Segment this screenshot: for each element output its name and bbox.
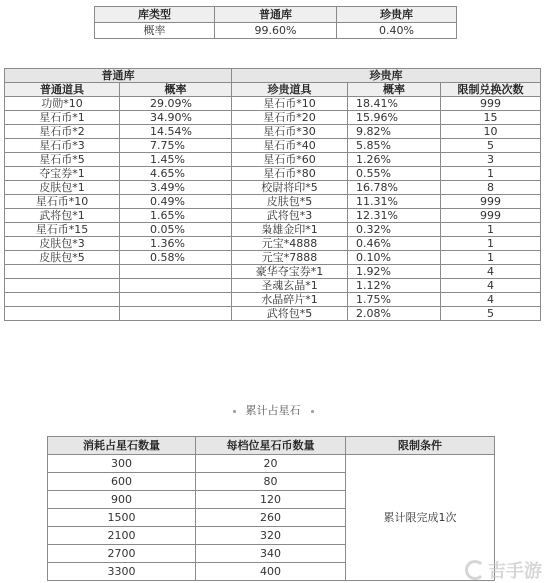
accumulate-cell: 1500 [48,509,196,527]
accumulate-cell: 2100 [48,527,196,545]
summary-header-cell: 普通库 [215,7,337,23]
pool-cell: 星石币*30 [232,125,348,139]
pool-header-row [5,83,541,97]
accumulate-header-row [48,437,495,455]
section-title [0,402,546,418]
summary-header-cell: 库类型 [95,7,215,23]
pool-header-cell: 普通道具 [5,83,120,97]
pool-cell: 1.45% [120,153,232,167]
summary-header-row [95,7,457,23]
pool-row [5,265,541,279]
pool-cell: 1.12% [348,279,441,293]
pool-row [5,195,541,209]
pool-header-cell: 珍贵道具 [232,83,348,97]
accumulate-table [47,436,495,581]
pool-header-cell: 概率 [348,83,441,97]
pool-cell: 4 [441,279,541,293]
pool-cell: 0.05% [120,223,232,237]
rare-pool-title: 珍贵库 [232,69,541,83]
pool-cell: 校尉将印*5 [232,181,348,195]
pool-cell: 星石币*60 [232,153,348,167]
bullet-dot-icon [311,410,314,413]
pool-cell: 0.10% [348,251,441,265]
pool-cell: 999 [441,195,541,209]
pool-cell: 4.65% [120,167,232,181]
pool-cell: 34.90% [120,111,232,125]
pool-cell: 星石币*40 [232,139,348,153]
pool-cell: 8 [441,181,541,195]
pool-row [5,237,541,251]
pool-cell: 16.78% [348,181,441,195]
pool-cell: 皮肤包*5 [232,195,348,209]
pool-cell: 武将包*3 [232,209,348,223]
pool-cell: 3 [441,153,541,167]
pool-row [5,167,541,181]
limit-condition-cell: 累计限完成1次 [346,455,495,581]
pool-cell: 星石币*80 [232,167,348,181]
pool-cell: 5 [441,307,541,321]
pool-row [5,307,541,321]
accumulate-cell: 340 [196,545,346,563]
accumulate-cell: 600 [48,473,196,491]
pool-cell: 11.31% [348,195,441,209]
pool-row [5,209,541,223]
accumulate-cell: 300 [48,455,196,473]
pool-group-header-row [5,69,541,83]
pool-cell: 武将包*5 [232,307,348,321]
pool-cell: 18.41% [348,97,441,111]
pool-cell: 圣魂玄晶*1 [232,279,348,293]
accumulate-cell: 260 [196,509,346,527]
pool-cell: 星石币*3 [5,139,120,153]
pool-cell: 武将包*1 [5,209,120,223]
pool-cell: 15 [441,111,541,125]
pool-cell: 2.08% [348,307,441,321]
pool-cell: 1.65% [120,209,232,223]
pool-cell: 功勋*10 [5,97,120,111]
pool-cell: 豪华夺宝券*1 [232,265,348,279]
accumulate-header-cell: 限制条件 [346,437,495,455]
pool-row [5,279,541,293]
pool-cell: 1.75% [348,293,441,307]
pool-cell [5,293,120,307]
pool-cell: 3.49% [120,181,232,195]
pool-cell: 皮肤包*5 [5,251,120,265]
bullet-dot-icon [233,410,236,413]
summary-cell: 0.40% [337,23,457,39]
pool-cell: 7.75% [120,139,232,153]
accumulate-header-cell: 每档位星石币数量 [196,437,346,455]
pool-cell: 1 [441,237,541,251]
pool-cell: 1 [441,167,541,181]
summary-cell: 概率 [95,23,215,39]
pool-cell [5,279,120,293]
pool-cell: 9.82% [348,125,441,139]
summary-row [95,23,457,39]
pool-cell: 星石币*1 [5,111,120,125]
section-title-text: 累计占星石 [245,404,301,417]
pool-cell: 0.55% [348,167,441,181]
pool-cell: 5 [441,139,541,153]
pool-row [5,153,541,167]
pool-table [4,68,541,321]
pool-header-cell: 限制兑换次数 [441,83,541,97]
accumulate-cell: 2700 [48,545,196,563]
pool-cell: 999 [441,97,541,111]
accumulate-table-body [48,455,495,581]
pool-cell: 水晶碎片*1 [232,293,348,307]
pool-row [5,181,541,195]
pool-cell: 星石币*10 [232,97,348,111]
pool-cell: 4 [441,293,541,307]
pool-cell: 12.31% [348,209,441,223]
pool-cell: 15.96% [348,111,441,125]
pool-table-body [5,97,541,321]
accumulate-cell: 20 [196,455,346,473]
accumulate-row [48,455,495,473]
pool-cell: 星石币*5 [5,153,120,167]
pool-cell: 皮肤包*3 [5,237,120,251]
accumulate-cell: 320 [196,527,346,545]
summary-header-cell: 珍贵库 [337,7,457,23]
accumulate-cell: 80 [196,473,346,491]
pool-cell: 1.36% [120,237,232,251]
pool-cell: 1 [441,223,541,237]
pool-cell: 1.92% [348,265,441,279]
pool-row [5,251,541,265]
pool-cell: 0.58% [120,251,232,265]
accumulate-cell: 120 [196,491,346,509]
pool-cell: 5.85% [348,139,441,153]
pool-row [5,293,541,307]
pool-cell: 0.46% [348,237,441,251]
pool-row [5,223,541,237]
accumulate-cell: 3300 [48,563,196,581]
summary-cell: 99.60% [215,23,337,39]
pool-cell: 夺宝券*1 [5,167,120,181]
pool-cell: 星石币*15 [5,223,120,237]
pool-cell [5,307,120,321]
pool-cell: 元宝*4888 [232,237,348,251]
pool-cell [120,293,232,307]
pool-cell [120,307,232,321]
pool-row [5,111,541,125]
pool-cell: 星石币*10 [5,195,120,209]
pool-cell [5,265,120,279]
pool-cell: 1 [441,251,541,265]
pool-row [5,139,541,153]
watermark-text: 吉手游 [488,561,542,582]
pool-cell: 10 [441,125,541,139]
pool-cell: 0.32% [348,223,441,237]
pool-cell: 元宝*7888 [232,251,348,265]
accumulate-header-cell: 消耗占星石数量 [48,437,196,455]
pool-cell [120,279,232,293]
pool-cell [120,265,232,279]
pool-cell: 枭雄金印*1 [232,223,348,237]
pool-cell: 14.54% [120,125,232,139]
pool-cell: 星石币*2 [5,125,120,139]
pool-row [5,97,541,111]
pool-cell: 0.49% [120,195,232,209]
accumulate-cell: 900 [48,491,196,509]
summary-table [94,6,457,39]
pool-cell: 1.26% [348,153,441,167]
watermark-logo [452,559,542,581]
pool-cell: 4 [441,265,541,279]
accumulate-cell: 400 [196,563,346,581]
pool-cell: 星石币*20 [232,111,348,125]
logo-g-icon [465,560,485,580]
pool-cell: 皮肤包*1 [5,181,120,195]
pool-row [5,125,541,139]
pool-header-cell: 概率 [120,83,232,97]
pool-cell: 29.09% [120,97,232,111]
common-pool-title: 普通库 [5,69,232,83]
pool-cell: 999 [441,209,541,223]
